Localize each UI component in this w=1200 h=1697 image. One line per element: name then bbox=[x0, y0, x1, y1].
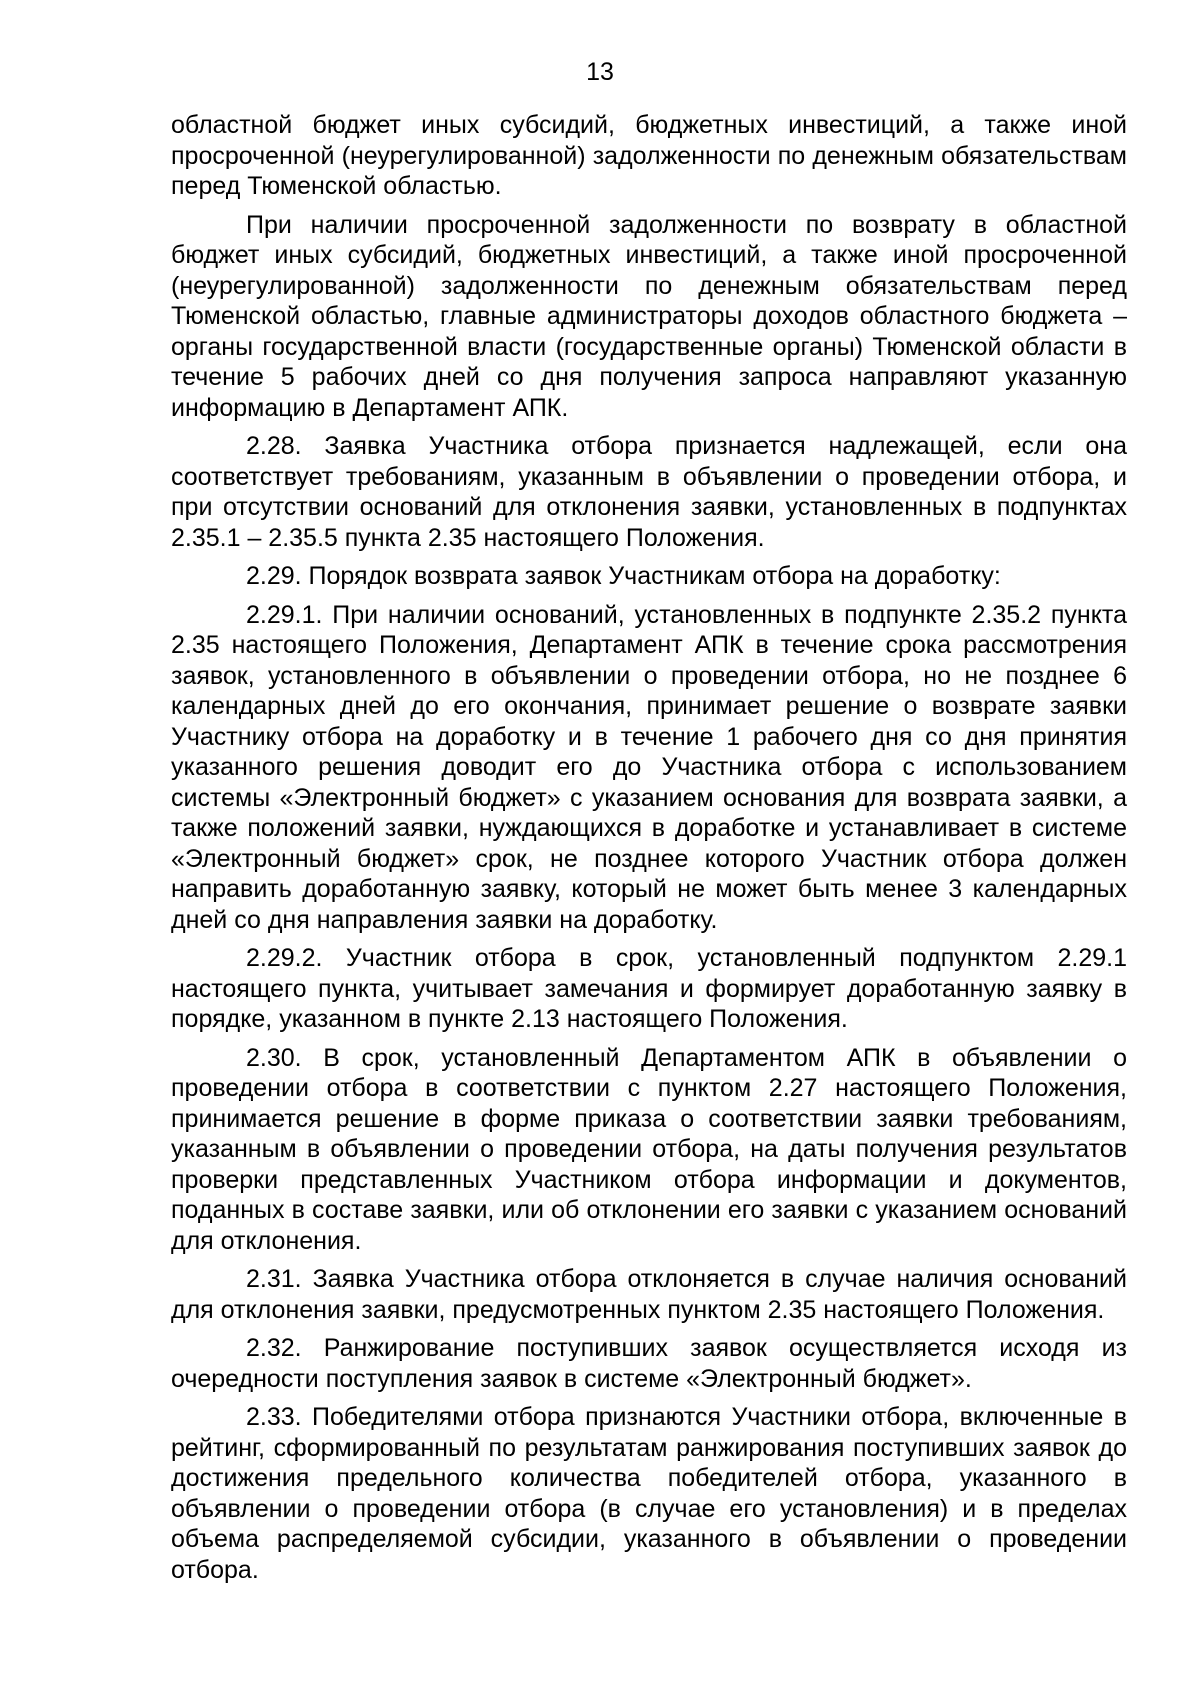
paragraph-overdue-debt: При наличии просроченной задолженности по возврату в областной бюджет иных субсидий, бюджетных инвестиций, а также иной просроченной (неурегулированной) задолженности по денежным обязательствам перед Тюменской областью, главные администраторы доходов областного бюджета – органы государственной власти (государственные органы) Тюменской области в течение 5 рабочих дней со дня получения запроса направляют указанную информацию в Департамент АПК. bbox=[171, 210, 1127, 422]
paragraph-2-29-2: 2.29.2. Участник отбора в срок, установленный подпунктом 2.29.1 настоящего пункта, учитывает замечания и формирует доработанную заявку в порядке, указанном в пункте 2.13 настоящего Положения. bbox=[171, 944, 1127, 1033]
paragraph-2-31: 2.31. Заявка Участника отбора отклоняется в случае наличия оснований для отклонения заявки, предусмотренных пунктом 2.35 настоящего Положения. bbox=[171, 1265, 1127, 1324]
document-body bbox=[171, 110, 1127, 1593]
paragraph-continuation: областной бюджет иных субсидий, бюджетных инвестиций, а также иной просроченной (неурегулированной) задолженности по денежным обязательствам перед Тюменской областью. bbox=[171, 111, 1127, 200]
paragraph-2-29-1: 2.29.1. При наличии оснований, установленных в подпункте 2.35.2 пункта 2.35 настоящего Положения, Департамент АПК в течение срока рассмотрения заявок, установленного в объявлении о проведении отбора, но не позднее 6 календарных дней до его окончания, принимает решение о возврате заявки Участнику отбора на доработку и в течение 1 рабочего дня со дня принятия указанного решения доводит его до Участника отбора с использованием системы «Электронный бюджет» с указанием основания для возврата заявки, а также положений заявки, нуждающихся в доработке и устанавливает в системе «Электронный бюджет» срок, не позднее которого Участник отбора должен направить доработанную заявку, который не может быть менее 3 календарных дней со дня направления заявки на доработку. bbox=[171, 600, 1127, 934]
paragraph-2-29: 2.29. Порядок возврата заявок Участникам отбора на доработку: bbox=[246, 562, 1001, 590]
paragraph-2-32: 2.32. Ранжирование поступивших заявок осуществляется исходя из очередности поступления заявок в системе «Электронный бюджет». bbox=[171, 1334, 1127, 1393]
page-number: 13 bbox=[586, 58, 614, 86]
paragraph-2-30: 2.30. В срок, установленный Департаментом АПК в объявлении о проведении отбора в соответствии с пунктом 2.27 настоящего Положения, принимается решение в форме приказа о соответствии заявки требованиям, указанным в объявлении о проведении отбора, на даты получения результатов проверки представленных Участником отбора информации и документов, поданных в составе заявки, или об отклонении его заявки с указанием оснований для отклонения. bbox=[171, 1043, 1127, 1255]
paragraph-2-33: 2.33. Победителями отбора признаются Участники отбора, включенные в рейтинг, сформированный по результатам ранжирования поступивших заявок до достижения предельного количества победителей отбора, указанного в объявлении о проведении отбора (в случае его установления) и в пределах объема распределяемой субсидии, указанного в объявлении о проведении отбора. bbox=[171, 1403, 1127, 1584]
paragraph-2-28: 2.28. Заявка Участника отбора признается надлежащей, если она соответствует требованиям, указанным в объявлении о проведении отбора, и при отсутствии оснований для отклонения заявки, установленных в подпунктах 2.35.1 – 2.35.5 пункта 2.35 настоящего Положения. bbox=[171, 432, 1127, 552]
